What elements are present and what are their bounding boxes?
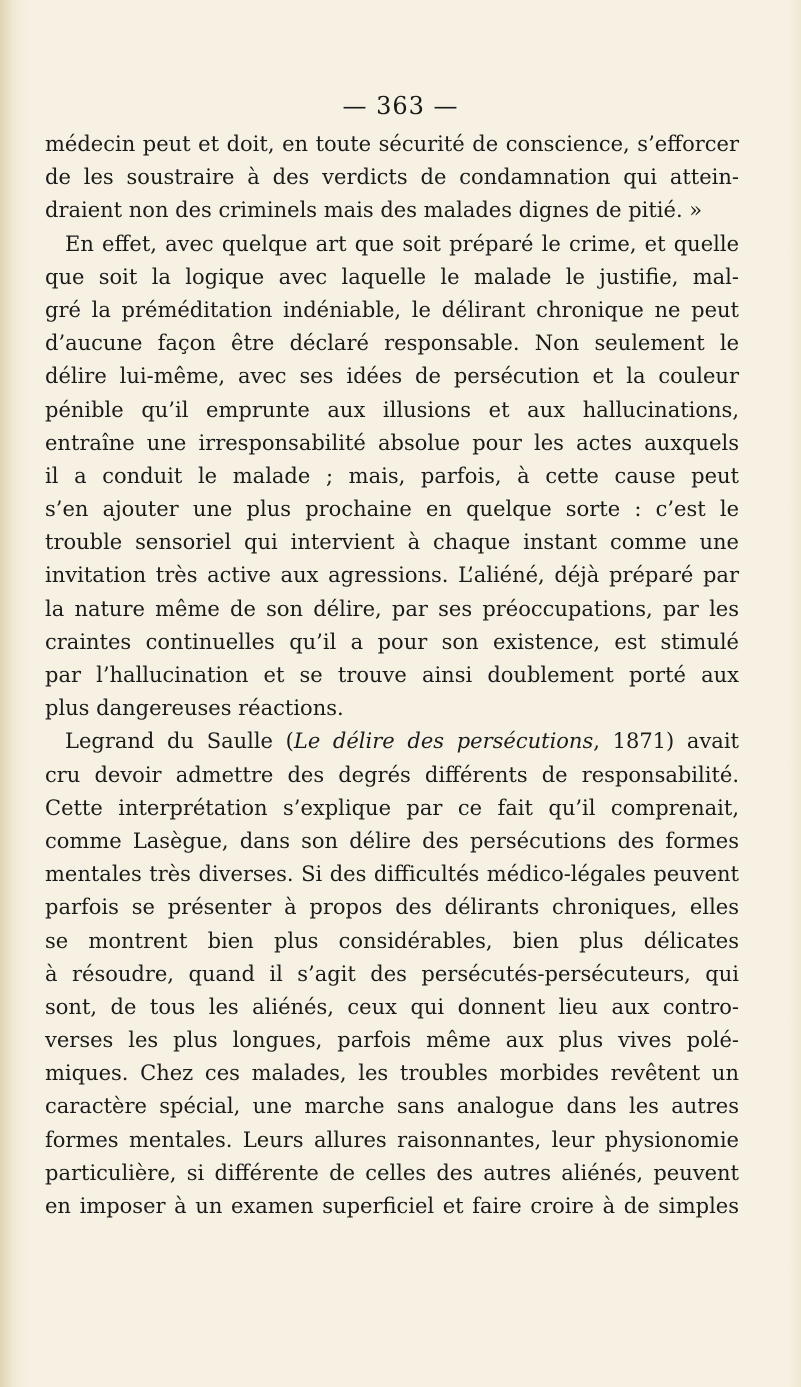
text-span: plus dangereuses réactions. [45, 696, 344, 721]
text-line [45, 128, 739, 161]
text-span: il a conduit le malade ; mais, parfois, à cette cause peut [45, 463, 739, 488]
text-line [45, 825, 739, 858]
text-span: comme Lasègue, dans son délire des persécutions des formes [45, 828, 739, 853]
text-span: par l’hallucination et se trouve ainsi doublement porté aux [45, 663, 739, 687]
text-line [45, 327, 739, 360]
text-line [45, 194, 739, 227]
text-line [45, 427, 739, 460]
text-span: que soit la logique avec laquelle le malade le justifie, mal- [45, 264, 739, 289]
text-span: draient non des criminels mais des malades dignes de pitié. » [45, 198, 703, 223]
text-span: particulière, si différente de celles des autres aliénés, peuvent [45, 1160, 739, 1185]
text-span: craintes continuelles qu’il a pour son existence, est stimulé [45, 629, 739, 654]
text-span: à résoudre, quand il s’agit des persécutés-persécuteurs, qui [45, 961, 739, 986]
text-span: En effet, avec quelque art que soit préparé le crime, et quelle [65, 231, 739, 256]
text-line [45, 1190, 739, 1223]
text-line [45, 460, 739, 493]
text-line [45, 925, 739, 958]
book-title-italic: Le délire des persécutions [293, 729, 594, 754]
text-line [45, 261, 739, 294]
text-line [45, 228, 739, 261]
text-line [45, 394, 739, 427]
text-span: Legrand du Saulle ( [65, 729, 294, 754]
text-span: mentales très diverses. Si des difficultés médico-légales peuvent [45, 862, 739, 887]
text-line [45, 659, 739, 692]
text-span: entraîne une irresponsabilité absolue pour les actes auxquels [45, 430, 739, 455]
text-line [45, 891, 739, 924]
text-span: parfois se présenter à propos des délirants chroniques, elles [45, 895, 739, 920]
text-line [45, 526, 739, 559]
text-line [45, 991, 739, 1024]
text-span: délire lui-même, avec ses idées de persécution et la couleur [45, 364, 739, 389]
text-span: cru devoir admettre des degrés différents de responsabilité. [45, 762, 739, 787]
text-span: de les soustraire à des verdicts de condamnation qui attein- [45, 165, 739, 190]
text-span: sont, de tous les aliénés, ceux qui donnent lieu aux contro- [45, 994, 739, 1019]
text-span: invitation très active aux agressions. L’aliéné, déjà préparé par [45, 563, 739, 588]
text-line [45, 161, 739, 194]
text-span: miques. Chez ces malades, les troubles morbides revêtent un [45, 1061, 739, 1086]
text-span: gré la préméditation indéniable, le délirant chronique ne peut [45, 297, 739, 322]
text-line [45, 759, 739, 792]
text-line [45, 559, 739, 592]
text-span: la nature même de son délire, par ses préoccupations, par les [45, 596, 739, 621]
text-span: formes mentales. Leurs allures raisonnantes, leur physionomie [45, 1127, 739, 1152]
body-text [45, 128, 739, 1223]
text-span: médecin peut et doit, en toute sécurité de conscience, s’efforcer [45, 132, 739, 156]
text-span: d’aucune façon être déclaré responsable. Non seulement le [45, 331, 739, 356]
text-line [45, 593, 739, 626]
text-span: caractère spécial, une marche sans analogue dans les autres [45, 1094, 739, 1119]
text-line [45, 1090, 739, 1123]
text-line [45, 792, 739, 825]
text-line [45, 360, 739, 393]
text-line [45, 294, 739, 327]
text-line [45, 1124, 739, 1157]
text-line [45, 1024, 739, 1057]
text-line [45, 1157, 739, 1190]
page-number: — 363 — [342, 92, 459, 120]
text-span: en imposer à un examen superficiel et faire croire à de simples [45, 1194, 739, 1218]
text-span: , 1871) avait [593, 729, 739, 754]
text-span: se montrent bien plus considérables, bien plus délicates [45, 928, 739, 953]
text-line [45, 626, 739, 659]
text-line [45, 958, 739, 991]
text-span: verses les plus longues, parfois même aux plus vives polé- [45, 1028, 739, 1053]
text-line [45, 692, 739, 725]
text-line [45, 858, 739, 891]
text-span: Cette interprétation s’explique par ce fait qu’il comprenait, [45, 795, 739, 820]
text-line [45, 1057, 739, 1090]
text-span: pénible qu’il emprunte aux illusions et aux hallucinations, [45, 397, 739, 422]
text-line [45, 725, 739, 758]
text-span: trouble sensoriel qui intervient à chaque instant comme une [45, 530, 739, 555]
text-line [45, 493, 739, 526]
text-span: s’en ajouter une plus prochaine en quelque sorte : c’est le [45, 497, 739, 522]
